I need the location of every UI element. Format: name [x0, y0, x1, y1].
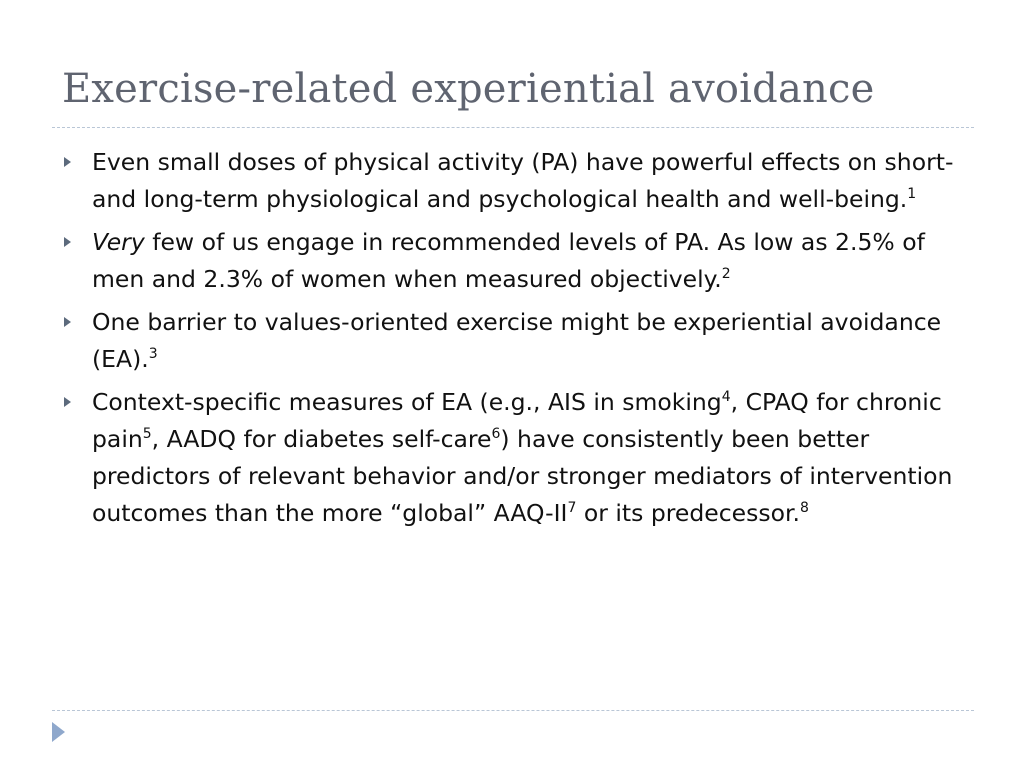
bullet-text: Even small doses of physical activity (PA) have powerful effects on short- and long-term physiological and psychological health and well-being. — [92, 148, 954, 213]
reference-number: 8 — [799, 500, 809, 517]
bullet-text: One barrier to values-oriented exercise might be experiential avoidance (EA). — [92, 308, 942, 373]
bullet-text: few of us engage in recommended levels of PA. As low as 2.5% of men and 2.3% of women when measured objectively. — [92, 228, 925, 293]
bullet-list — [60, 144, 960, 538]
footer-divider — [52, 710, 974, 711]
bullet-item — [60, 304, 960, 378]
reference-number: 1 — [907, 186, 917, 203]
bullet-item — [60, 224, 960, 298]
reference-number: 3 — [148, 346, 158, 363]
slide-title: Exercise-related experiential avoidance — [62, 66, 875, 112]
bullet-text: , AADQ for diabetes self-care — [151, 425, 492, 453]
reference-number: 2 — [721, 266, 731, 283]
reference-number: 7 — [567, 500, 577, 517]
emphasis-text: Very — [92, 228, 145, 256]
reference-number: 4 — [721, 389, 731, 406]
bullet-arrow-icon — [64, 317, 71, 327]
play-arrow-icon — [52, 722, 65, 742]
bullet-arrow-icon — [64, 157, 71, 167]
reference-number: 6 — [491, 426, 501, 443]
bullet-text: or its predecessor. — [576, 499, 800, 527]
bullet-arrow-icon — [64, 397, 71, 407]
bullet-text: , CPAQ for chronic pain — [92, 388, 942, 453]
reference-number: 5 — [142, 426, 152, 443]
bullet-item — [60, 384, 960, 532]
bullet-text: Context-specific measures of EA (e.g., AIS in smoking — [92, 388, 722, 416]
bullet-arrow-icon — [64, 237, 71, 247]
title-divider — [52, 127, 974, 128]
bullet-item — [60, 144, 960, 218]
bullet-text: ) have consistently been better predictors of relevant behavior and/or stronger mediators of intervention outcomes than the more “global” AAQ-II — [92, 425, 953, 527]
